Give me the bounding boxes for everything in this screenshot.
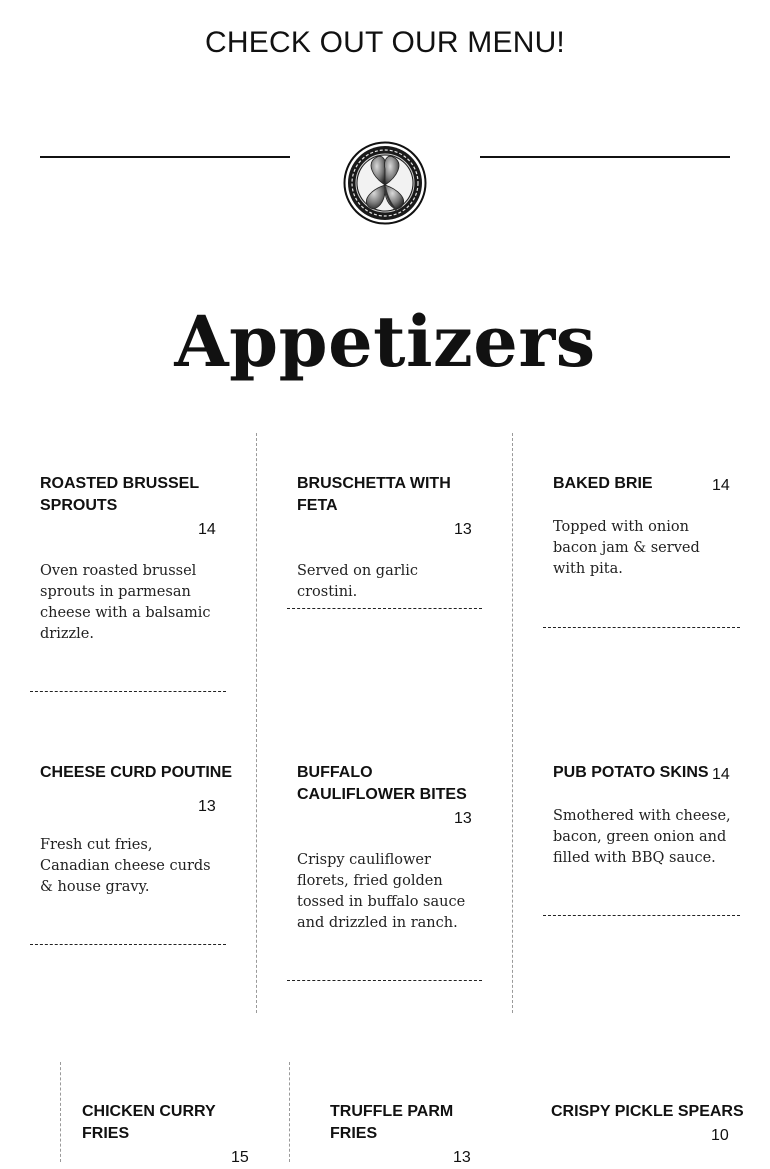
menu-item-price: 15 bbox=[231, 1149, 249, 1166]
menu-item-description: Oven roasted brussel sprouts in parmesan cheese with a balsamic drizzle. bbox=[40, 563, 211, 642]
item-separator bbox=[543, 627, 740, 628]
section-title: Appetizers bbox=[174, 300, 596, 383]
item-separator bbox=[287, 980, 482, 981]
menu-item-description: Fresh cut fries, Canadian cheese curds & house gravy. bbox=[40, 837, 211, 895]
divider-right bbox=[480, 156, 730, 158]
menu-item-price: 14 bbox=[198, 521, 216, 538]
menu-item-name: CHICKEN CURRY FRIES bbox=[82, 1103, 216, 1142]
item-separator bbox=[287, 608, 482, 609]
divider-left bbox=[40, 156, 290, 158]
menu-item-name: PUB POTATO SKINS bbox=[553, 764, 709, 781]
menu-item-price: 14 bbox=[712, 477, 730, 494]
menu-item-description: Smothered with cheese, bacon, green onion and filled with BBQ sauce. bbox=[553, 808, 731, 866]
menu-item-name: ROASTED BRUSSEL SPROUTS bbox=[40, 475, 199, 514]
menu-item-name: CHEESE CURD POUTINE bbox=[40, 764, 233, 781]
column-divider bbox=[256, 433, 257, 1013]
menu-item-name: BRUSCHETTA WITH FETA bbox=[297, 475, 451, 514]
shamrock-emblem-icon bbox=[343, 141, 427, 225]
item-separator bbox=[30, 691, 226, 692]
menu-item-price: 13 bbox=[198, 798, 216, 815]
menu-item-description: Topped with onion bacon jam & served with pita. bbox=[553, 519, 700, 577]
menu-item-description: Served on garlic crostini. bbox=[297, 563, 419, 600]
menu-heading: CHECK OUT OUR MENU! bbox=[205, 26, 565, 59]
item-separator bbox=[543, 915, 740, 916]
menu-item-name: TRUFFLE PARM FRIES bbox=[330, 1103, 454, 1142]
column-divider bbox=[60, 1062, 61, 1162]
menu-item-price: 13 bbox=[453, 1149, 471, 1166]
menu-item-price: 13 bbox=[454, 810, 472, 827]
column-divider bbox=[289, 1062, 290, 1162]
item-separator bbox=[30, 944, 226, 945]
menu-item-price: 13 bbox=[454, 521, 472, 538]
column-divider bbox=[512, 433, 513, 1013]
menu-item-name: CRISPY PICKLE SPEARS bbox=[551, 1103, 744, 1120]
menu-item-description: Crispy cauliflower florets, fried golden tossed in buffalo sauce and drizzled in ranch. bbox=[297, 852, 466, 931]
menu-item-name: BUFFALO CAULIFLOWER BITES bbox=[297, 764, 467, 803]
menu-item-name: BAKED BRIE bbox=[553, 475, 653, 492]
menu-item-price: 14 bbox=[712, 766, 730, 783]
menu-item-price: 10 bbox=[711, 1127, 729, 1144]
